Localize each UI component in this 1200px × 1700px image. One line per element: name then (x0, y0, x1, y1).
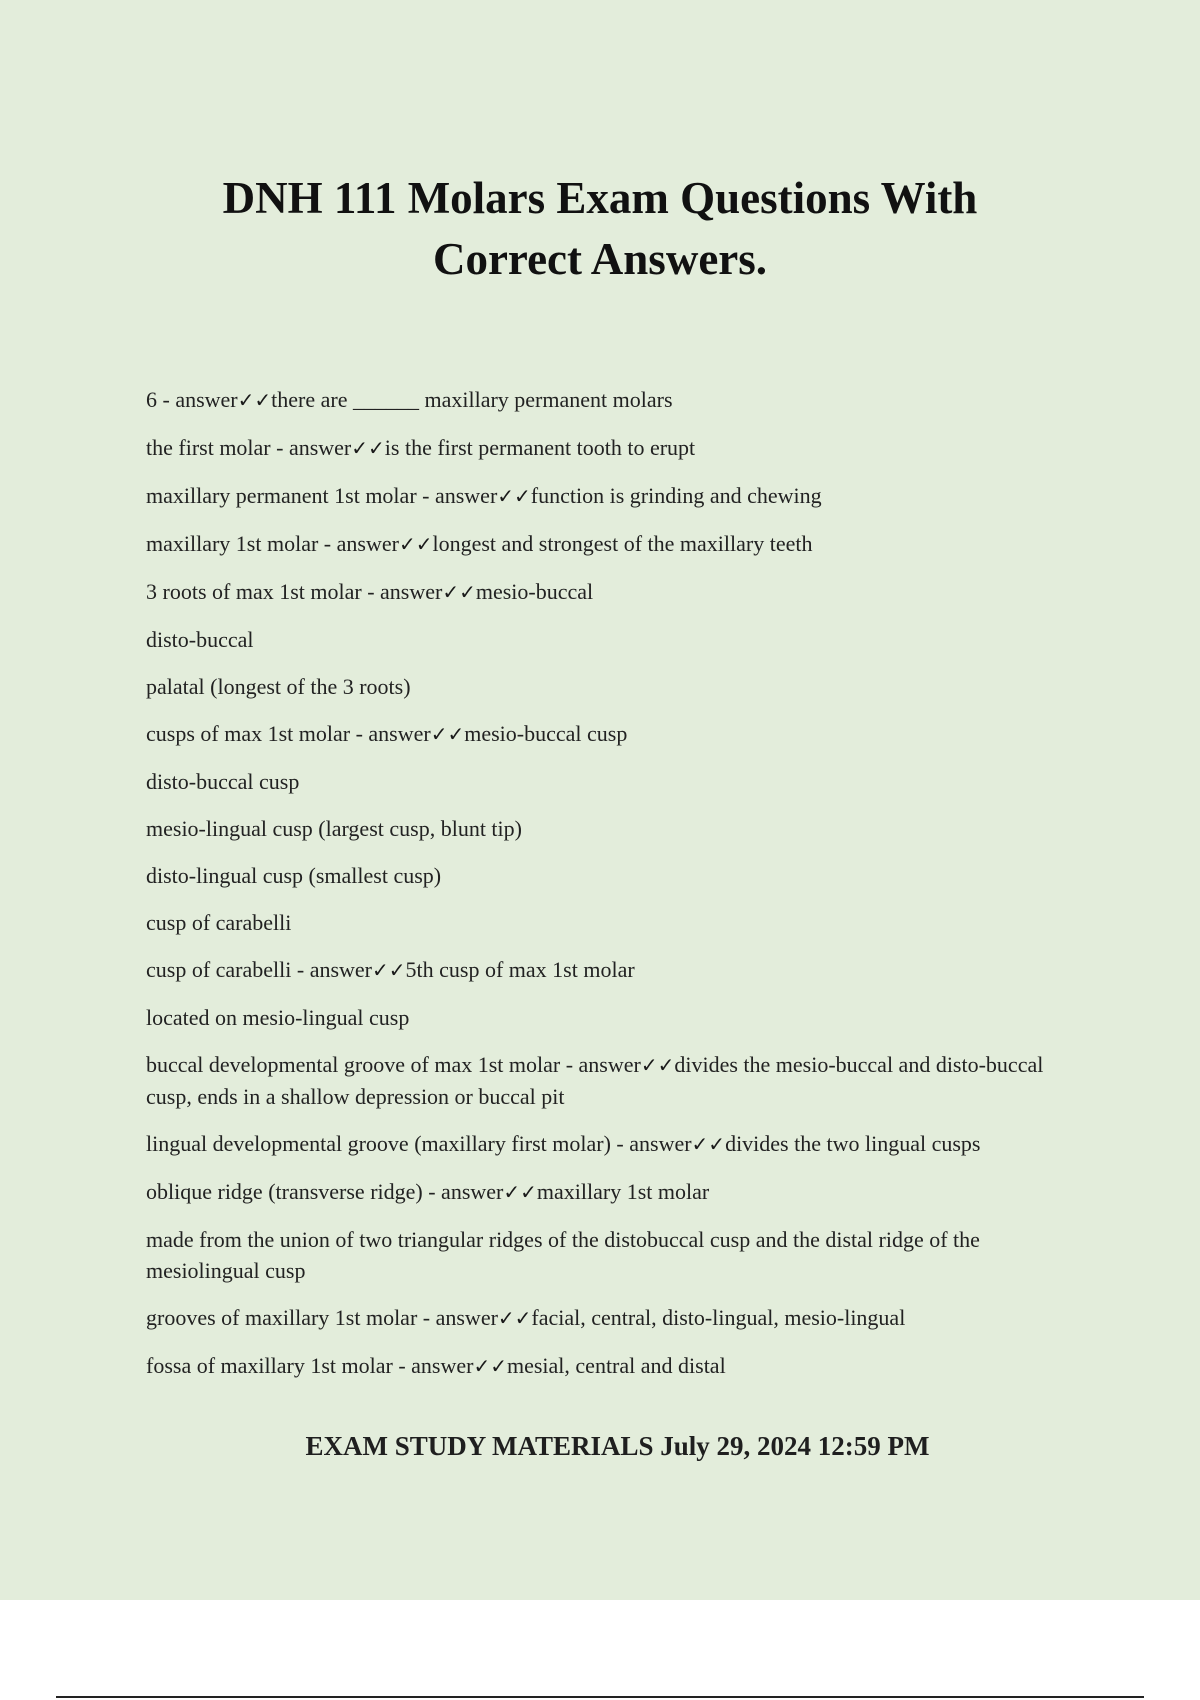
answer-text: mesial, central and distal (506, 1353, 726, 1378)
checkmark-icon: ✓✓ (497, 484, 531, 508)
checkmark-icon: ✓✓ (640, 1053, 675, 1077)
qa-line (146, 1176, 1086, 1208)
document-title (0, 168, 1200, 290)
question-text: lingual developmental groove (maxillary first molar) - answer (146, 1131, 692, 1156)
answer-continuation: palatal (longest of the 3 roots) (146, 674, 411, 699)
checkmark-icon: ✓✓ (442, 580, 476, 604)
question-text: oblique ridge (transverse ridge) - answer (146, 1179, 504, 1204)
checkmark-icon: ✓✓ (503, 1180, 537, 1204)
answer-text: longest and strongest of the maxillary teeth (432, 531, 813, 556)
answer-text: divides the mesio-buccal and disto-buccal cusp, ends in a shallow depression or buccal pit (146, 1052, 1044, 1109)
question-text: 3 roots of max 1st molar - answer (146, 579, 443, 604)
checkmark-icon: ✓✓ (497, 1306, 532, 1330)
answer-text: divides the two lingual cusps (725, 1131, 981, 1156)
question-text: buccal developmental groove of max 1st molar - answer (146, 1052, 641, 1077)
answer-continuation: made from the union of two triangular ridges of the distobuccal cusp and the distal ridge of the mesiolingual cusp (146, 1227, 980, 1283)
qa-line (146, 384, 1086, 416)
answer-continuation: located on mesio-lingual cusp (146, 1005, 410, 1030)
answer-text: mesio-buccal (475, 579, 594, 604)
checkmark-icon: ✓✓ (237, 388, 272, 412)
qa-line (146, 1128, 1086, 1160)
qa-line (146, 432, 1086, 464)
question-text: grooves of maxillary 1st molar - answer (146, 1305, 498, 1330)
checkmark-icon: ✓✓ (473, 1354, 507, 1378)
bottom-divider (56, 1696, 1144, 1698)
checkmark-icon: ✓✓ (351, 436, 385, 460)
question-text: maxillary 1st molar - answer (146, 531, 399, 556)
answer-continuation: disto-buccal cusp (146, 769, 300, 794)
answer-text: mesio-buccal cusp (464, 721, 628, 746)
answer-continuation: disto-buccal (146, 627, 254, 652)
qa-line (146, 954, 1086, 986)
answer-text: maxillary 1st molar (536, 1179, 710, 1204)
answer-text: there are ______ maxillary permanent molars (271, 387, 673, 412)
title-line-2: Correct Answers. (432, 234, 768, 284)
question-text: cusp of carabelli - answer (146, 957, 373, 982)
qa-line (146, 718, 1086, 750)
answer-text: 5th cusp of max 1st molar (405, 957, 635, 982)
checkmark-icon: ✓✓ (398, 532, 433, 556)
qa-line (146, 576, 1086, 608)
answer-text: facial, central, disto-lingual, mesio-lingual (531, 1305, 906, 1330)
question-text: fossa of maxillary 1st molar - answer (146, 1353, 474, 1378)
question-text: the first molar - answer (146, 435, 352, 460)
checkmark-icon: ✓✓ (691, 1132, 726, 1156)
qa-list (146, 384, 1086, 1398)
qa-line (146, 1350, 1086, 1382)
question-text: 6 - answer (146, 387, 238, 412)
footer-stamp: EXAM STUDY MATERIALS July 29, 2024 12:59 PM (305, 1431, 930, 1461)
title-line-1: DNH 111 Molars Exam Questions With (222, 173, 978, 223)
checkmark-icon: ✓✓ (372, 958, 406, 982)
qa-line (146, 528, 1086, 560)
answer-text: is the first permanent tooth to erupt (384, 435, 696, 460)
checkmark-icon: ✓✓ (430, 722, 465, 746)
answer-continuation: disto-lingual cusp (smallest cusp) (146, 863, 442, 888)
answer-continuation: mesio-lingual cusp (largest cusp, blunt tip) (146, 816, 522, 841)
question-text: maxillary permanent 1st molar - answer (146, 483, 498, 508)
qa-line (146, 1049, 1086, 1112)
qa-line (146, 480, 1086, 512)
answer-continuation: cusp of carabelli (146, 910, 292, 935)
answer-text: function is grinding and chewing (530, 483, 822, 508)
question-text: cusps of max 1st molar - answer (146, 721, 431, 746)
qa-line (146, 1302, 1086, 1334)
